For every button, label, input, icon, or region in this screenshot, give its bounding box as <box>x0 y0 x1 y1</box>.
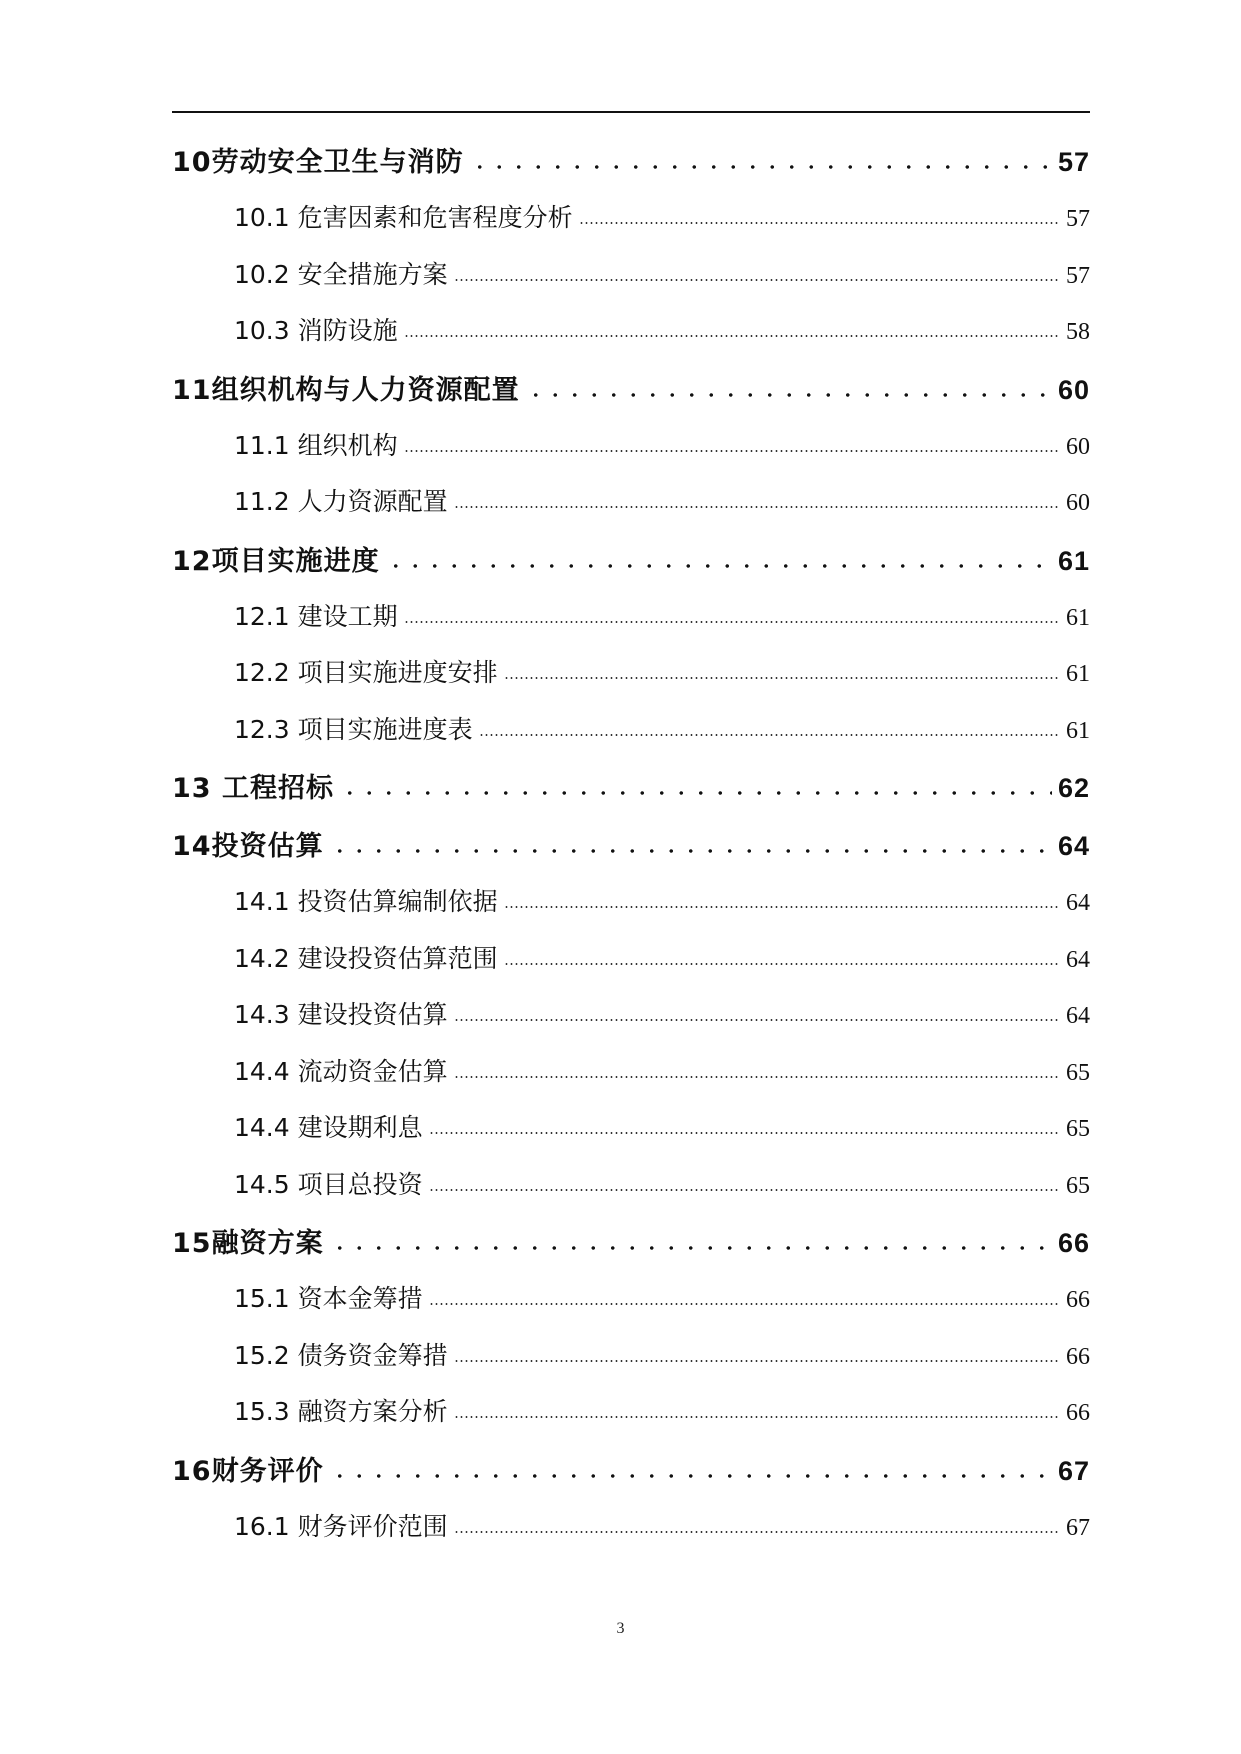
toc-entry-page: 58 <box>1066 319 1090 345</box>
toc-leader-dots <box>504 963 1060 965</box>
toc-entry-page: 60 <box>1066 433 1090 460</box>
footer-page-number: 3 <box>616 1620 625 1637</box>
toc-entry-page: 61 <box>1066 604 1090 631</box>
toc-entry-page: 62 <box>1057 773 1090 803</box>
toc-leader-dots <box>454 1019 1060 1021</box>
toc-entry-title: 12.2 项目实施进度安排 <box>234 658 498 687</box>
toc-entry[interactable] <box>172 1221 1090 1279</box>
toc-entry-title: 14.5 项目总投资 <box>234 1169 423 1199</box>
toc-entry-page: 66 <box>1057 1228 1090 1258</box>
toc-entry-title: 10.2 安全措施方案 <box>234 259 448 289</box>
toc-entry-page: 57 <box>1066 262 1090 289</box>
toc-leader-dots <box>470 165 1052 169</box>
toc-entry-page: 61 <box>1066 717 1090 744</box>
toc-entry[interactable] <box>172 939 1090 996</box>
toc-entry[interactable] <box>172 710 1090 767</box>
toc-entry-title: 14.3 建设投资估算 <box>234 1000 448 1029</box>
toc-entry-page: 61 <box>1066 661 1090 687</box>
toc-entry[interactable] <box>172 653 1090 710</box>
toc-leader-dots <box>454 1531 1060 1533</box>
toc-entry[interactable] <box>172 824 1090 882</box>
toc-leader-dots <box>454 279 1060 281</box>
toc-leader-dots <box>404 335 1060 337</box>
toc-entry-title: 10.3 消防设施 <box>234 316 398 345</box>
header-rule <box>172 111 1090 113</box>
toc-entry-page: 66 <box>1066 1343 1090 1370</box>
toc-entry-title: 10劳动安全卫生与消防 <box>172 147 464 178</box>
toc-entry-title: 16财务评价 <box>172 1455 324 1487</box>
toc-entry-page: 64 <box>1066 1003 1090 1029</box>
toc-entry[interactable] <box>172 198 1090 255</box>
toc-leader-dots <box>479 734 1060 736</box>
toc-leader-dots <box>330 849 1052 853</box>
toc-leader-dots <box>579 222 1060 224</box>
toc-entry-page: 65 <box>1066 1116 1090 1142</box>
toc-entry-page: 64 <box>1066 890 1090 916</box>
toc-entry-title: 14.2 建设投资估算范围 <box>234 943 498 973</box>
toc-entry-title: 14.4 建设期利息 <box>234 1113 423 1142</box>
toc-entry-page: 60 <box>1057 374 1090 405</box>
toc-leader-dots <box>504 677 1060 679</box>
toc-leader-dots <box>526 393 1052 397</box>
toc-entry[interactable] <box>172 995 1090 1052</box>
toc-leader-dots <box>454 1076 1060 1078</box>
toc-entry[interactable] <box>172 1507 1090 1564</box>
toc-leader-dots <box>454 1416 1060 1418</box>
toc-entry[interactable] <box>172 368 1090 426</box>
toc-entry-title: 15.2 债务资金筹措 <box>234 1340 448 1370</box>
toc-entry-title: 13 工程招标 <box>172 773 334 804</box>
toc-entry[interactable] <box>172 1336 1090 1393</box>
toc-leader-dots <box>454 1360 1060 1362</box>
toc-entry[interactable] <box>172 140 1090 198</box>
toc-entry[interactable] <box>172 882 1090 939</box>
toc-entry-page: 65 <box>1066 1059 1090 1086</box>
toc-entry-title: 11.1 组织机构 <box>234 430 398 460</box>
toc-entry[interactable] <box>172 426 1090 483</box>
toc-leader-dots <box>454 506 1060 508</box>
toc-entry-page: 66 <box>1066 1287 1090 1313</box>
toc-entry[interactable] <box>172 1449 1090 1507</box>
toc-entry[interactable] <box>172 1108 1090 1165</box>
toc-entry-page: 67 <box>1057 1455 1090 1486</box>
toc-entry-title: 12项目实施进度 <box>172 545 380 577</box>
toc-entry-title: 14.1 投资估算编制依据 <box>234 887 498 916</box>
toc-entry-title: 15.3 融资方案分析 <box>234 1397 448 1426</box>
toc-entry-page: 57 <box>1066 206 1090 232</box>
toc-entry-title: 14.4 流动资金估算 <box>234 1056 448 1086</box>
toc-leader-dots <box>429 1132 1060 1134</box>
toc-entry-page: 57 <box>1057 147 1090 177</box>
toc-entry[interactable] <box>172 766 1090 824</box>
toc-entry-title: 12.1 建设工期 <box>234 601 398 631</box>
toc-leader-dots <box>429 1189 1060 1191</box>
toc-leader-dots <box>330 1474 1052 1478</box>
toc-entry-title: 10.1 危害因素和危害程度分析 <box>234 203 573 232</box>
toc-leader-dots <box>404 621 1060 623</box>
toc-entry-title: 16.1 财务评价范围 <box>234 1511 448 1541</box>
toc-entry[interactable] <box>172 1392 1090 1449</box>
toc-entry[interactable] <box>172 1165 1090 1222</box>
toc-entry-page: 65 <box>1066 1172 1090 1199</box>
toc-leader-dots <box>340 791 1052 795</box>
toc-leader-dots <box>404 450 1060 452</box>
toc-entry-page: 64 <box>1057 831 1090 861</box>
toc-entry[interactable] <box>172 1279 1090 1336</box>
toc-entry-title: 15融资方案 <box>172 1228 324 1259</box>
toc-entry-title: 11组织机构与人力资源配置 <box>172 374 520 406</box>
toc-leader-dots <box>504 906 1060 908</box>
toc-leader-dots <box>386 564 1052 568</box>
toc-entry[interactable] <box>172 255 1090 312</box>
toc-entry-page: 64 <box>1066 946 1090 973</box>
toc-entry-page: 61 <box>1057 545 1090 576</box>
toc-entry-page: 66 <box>1066 1400 1090 1426</box>
toc-leader-dots <box>330 1246 1052 1250</box>
toc-entry-title: 11.2 人力资源配置 <box>234 487 448 516</box>
toc-entry[interactable] <box>172 1052 1090 1109</box>
table-of-contents <box>172 140 1090 1563</box>
toc-entry-title: 15.1 资本金筹措 <box>234 1284 423 1313</box>
toc-entry[interactable] <box>172 597 1090 654</box>
toc-entry[interactable] <box>172 311 1090 368</box>
toc-entry-title: 12.3 项目实施进度表 <box>234 714 473 744</box>
toc-entry-page: 67 <box>1066 1514 1090 1541</box>
toc-entry[interactable] <box>172 482 1090 539</box>
toc-entry-title: 14投资估算 <box>172 831 324 862</box>
toc-entry[interactable] <box>172 539 1090 597</box>
toc-leader-dots <box>429 1303 1060 1305</box>
toc-entry-page: 60 <box>1066 490 1090 516</box>
